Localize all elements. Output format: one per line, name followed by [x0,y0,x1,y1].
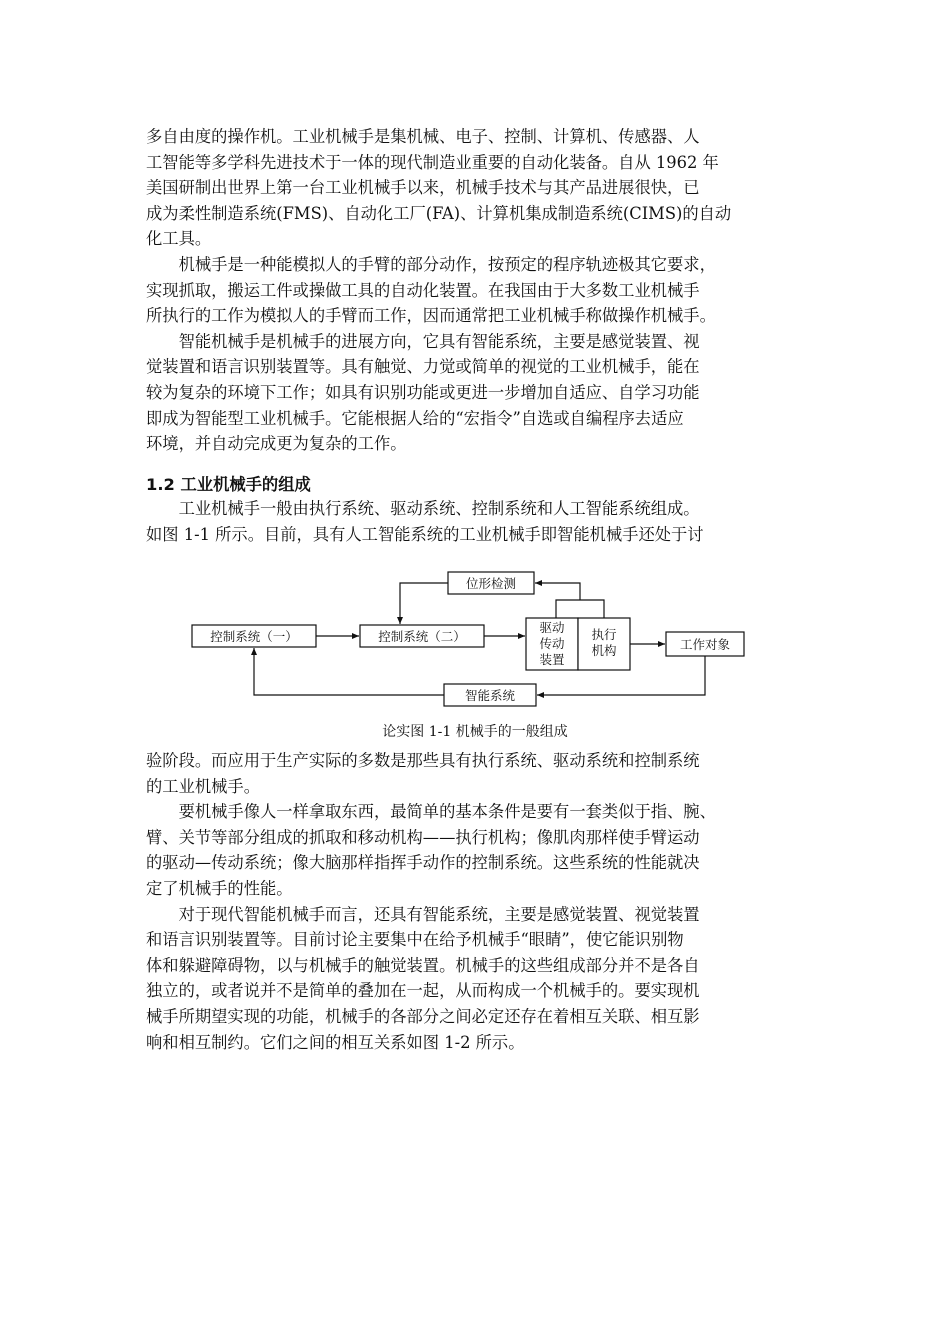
paragraph-line: 臂、关节等部分组成的抓取和移动机构——执行机构；像肌肉那样使手臂运动 [146,827,700,847]
paragraph-line: 和语言识别装置等。目前讨论主要集中在给予机械手“眼睛”，使它能识别物 [146,930,684,950]
composition-diagram [188,568,768,716]
paragraph-line: 定了机械手的性能。 [146,878,293,898]
text-block-mid [146,496,814,547]
label-drive-3: 装置 [539,652,565,667]
label-intelligent: 智能系统 [464,688,516,703]
paragraph-line: 工智能等多学科先进技术于一体的现代制造业重要的自动化装备。自从 1962 年 [146,152,719,172]
paragraph-line: 验阶段。而应用于生产实际的多数是那些具有执行系统、驱动系统和控制系统 [146,751,700,770]
feedback-position-to-control2 [400,583,448,624]
feedback-branch [535,583,580,600]
paragraph-line: 较为复杂的环境下工作；如具有识别功能或更进一步增加自适应、自学习功能 [146,382,700,402]
paragraph-line: 独立的，或者说并不是简单的叠加在一起，从而构成一个机械手的。要实现机 [146,981,700,1001]
paragraph-line: 所执行的工作为模拟人的手臂而工作，因而通常把工业机械手称做操作机械手。 [146,306,716,326]
label-drive-1: 驱动 [539,620,565,635]
paragraph-line: 械手所期望实现的功能，机械手的各部分之间必定还存在着相互关联、相互影 [146,1006,700,1026]
paragraph-line: 化工具。 [146,229,212,249]
text-block-bottom [146,748,814,1055]
paragraph-line: 的工业机械手。 [146,776,260,796]
section-heading: 1.2 工业机械手的组成 [146,475,311,494]
paragraph-line: 美国研制出世界上第一台工业机械手以来，机械手技术与其产品进展很快，已 [146,178,700,198]
label-position-detect: 位形检测 [465,576,517,591]
label-exec-1: 执行 [591,627,617,642]
paragraph-line: 的驱动—传动系统；像大脑那样指挥手动作的控制系统。这些系统的性能就决 [146,853,700,873]
paragraph-line: 环境，并自动完成更为复杂的工作。 [146,434,407,454]
feedback-drive-exec-to-position [556,600,604,618]
paragraph-line: 要机械手像人一样拿取东西，最简单的基本条件是要有一套类似于指、腕、 [146,802,716,822]
paragraph-line: 即成为智能型工业机械手。它能根据人给的“宏指令”自选或自编程序去适应 [146,408,684,428]
paragraph-line: 多自由度的操作机。工业机械手是集机械、电子、控制、计算机、传感器、人 [146,127,700,146]
paragraph-line: 智能机械手是机械手的进展方向，它具有智能系统，主要是感觉装置、视 [146,331,700,351]
paragraph-line: 觉装置和语言识别装置等。具有触觉、力觉或简单的视觉的工业机械手，能在 [146,357,700,377]
paragraph-line: 响和相互制约。它们之间的相互关系如图 1-2 所示。 [146,1032,525,1052]
paragraph-line: 机械手是一种能模拟人的手臂的部分动作，按预定的程序轨迹极其它要求， [146,254,716,274]
paragraph-line: 工业机械手一般由执行系统、驱动系统、控制系统和人工智能系统组成。 [146,499,700,518]
paragraph-line: 实现抓取，搬运工件或操做工具的自动化装置。在我国由于大多数工业机械手 [146,280,700,300]
text-block-top [146,124,814,457]
feedback-intelligent-to-control1 [254,648,444,695]
label-drive-2: 传动 [539,636,565,651]
paragraph-line: 对于现代智能机械手而言，还具有智能系统，主要是感觉装置、视觉装置 [146,904,700,924]
label-exec-2: 机构 [591,643,617,658]
figure-caption: 论实图 1-1 机械手的一般组成 [382,724,568,740]
paragraph-line: 如图 1-1 所示。目前，具有人工智能系统的工业机械手即智能机械手还处于讨 [146,524,704,544]
label-work-object: 工作对象 [679,637,731,652]
paragraph-line: 成为柔性制造系统(FMS)、自动化工厂(FA)、计算机集成制造系统(CIMS)的自动 [146,203,732,223]
label-control-2: 控制系统（二） [378,629,466,644]
label-control-1: 控制系统（一） [210,629,298,644]
paragraph-line: 体和躲避障碍物，以与机械手的触觉装置。机械手的这些组成部分并不是各自 [146,955,700,975]
